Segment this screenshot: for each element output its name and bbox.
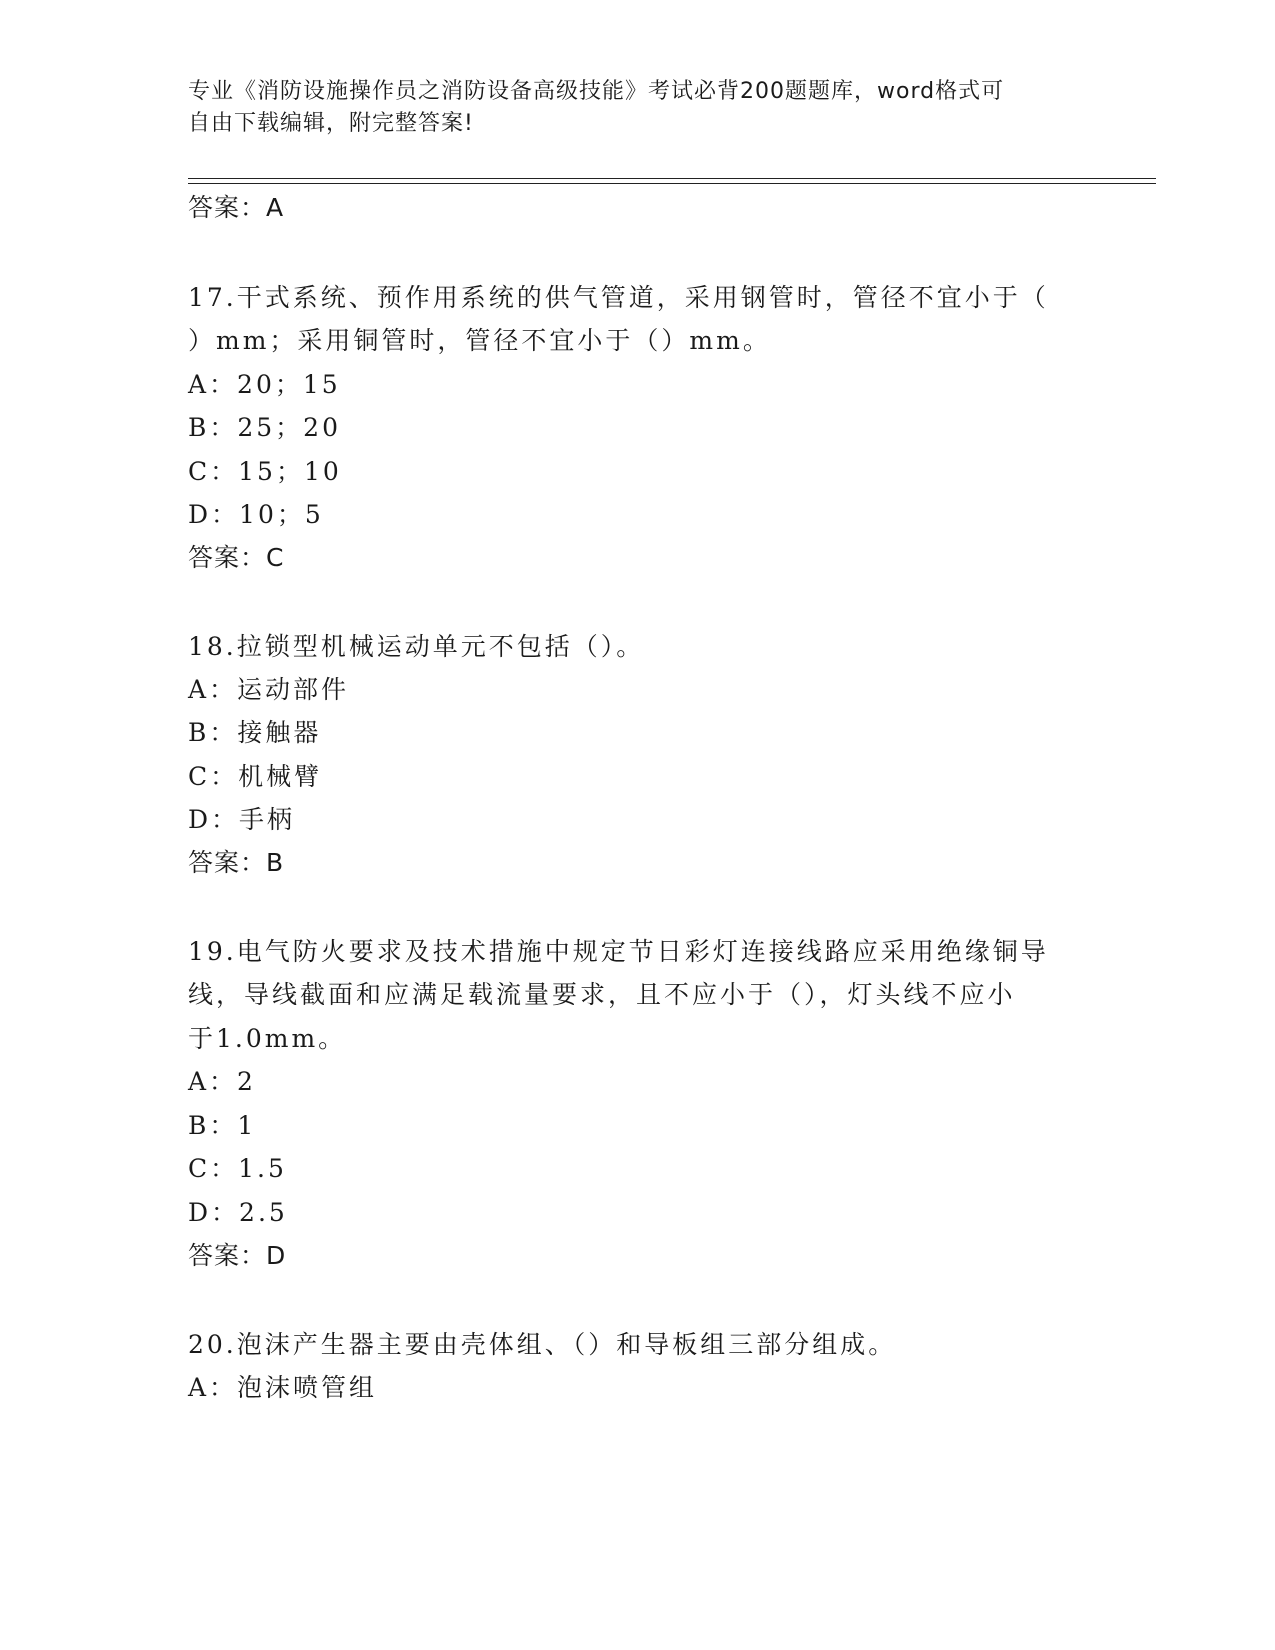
header-line-2: 自由下载编辑，附完整答案!	[188, 111, 474, 136]
question-stem-line: 18.拉锁型机械运动单元不包括（）。	[188, 632, 645, 661]
question-stem-line: 20.泡沫产生器主要由壳体组、（）和导板组三部分组成。	[188, 1330, 897, 1359]
option-d: D：手柄	[188, 805, 296, 834]
answer-line: 答案：B	[188, 848, 285, 877]
question-stem-line: 线，导线截面和应满足载流量要求，且不应小于（），灯头线不应小	[188, 980, 1016, 1009]
header-divider-bottom	[188, 183, 1156, 184]
option-c: C：机械臂	[188, 762, 323, 791]
option-d: D：10；5	[188, 500, 324, 529]
question-stem-line: 于1.0mm。	[188, 1024, 347, 1053]
question-stem-line: 19.电气防火要求及技术措施中规定节日彩灯连接线路应采用绝缘铜导	[188, 937, 1049, 966]
option-a: A：泡沫喷管组	[188, 1373, 378, 1402]
option-b: B：1	[188, 1111, 257, 1140]
option-a: A：20；15	[188, 370, 341, 399]
option-c: C：15；10	[188, 457, 342, 486]
answer-line: 答案：C	[188, 543, 285, 572]
option-b: B：25；20	[188, 413, 341, 442]
question-stem-line: 17.干式系统、预作用系统的供气管道，采用钢管时，管径不宜小于（	[188, 283, 1049, 312]
answer-line: 答案：D	[188, 1241, 287, 1270]
option-a: A：2	[188, 1067, 256, 1096]
document-header	[188, 76, 1088, 140]
header-divider-top	[188, 178, 1156, 179]
option-b: B：接触器	[188, 718, 322, 747]
option-d: D：2.5	[188, 1198, 288, 1227]
option-c: C：1.5	[188, 1154, 287, 1183]
option-a: A：运动部件	[188, 675, 350, 704]
header-line-1: 专业《消防设施操作员之消防设备高级技能》考试必背200题题库，word格式可	[188, 79, 1005, 104]
question-stem-line: ）mm；采用铜管时，管径不宜小于（）mm。	[188, 326, 771, 355]
answer-line: 答案：A	[188, 193, 285, 222]
